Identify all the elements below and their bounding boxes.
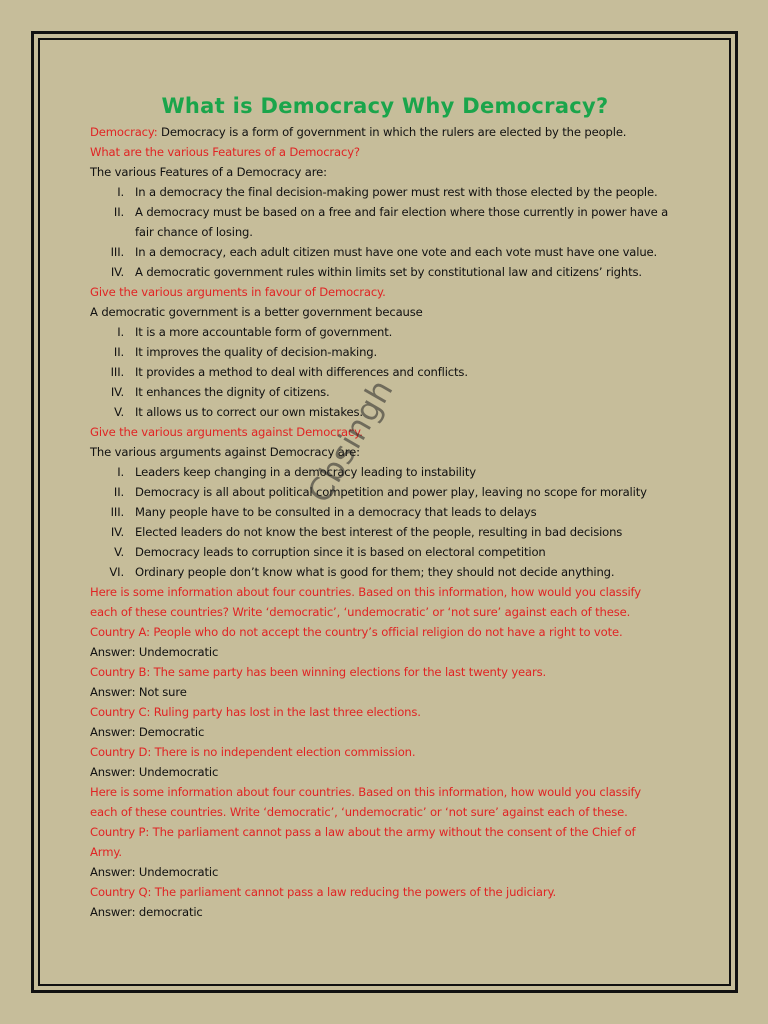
list-text: A democratic government rules within limits set by constitutional law and citizens’ rights. [135,265,642,279]
list-item [90,362,680,382]
list-item [90,322,680,342]
list-text: Elected leaders do not know the best interest of the people, resulting in bad decisions [135,525,623,539]
list-text: It enhances the dignity of citizens. [135,385,330,399]
list-number: I. [117,465,124,479]
list-text: It provides a method to deal with differences and conflicts. [135,365,468,379]
watermark-text: Cbsingh [300,372,401,509]
list-number: I. [117,325,124,339]
country-question: Army. [90,845,122,859]
list-text: A democracy must be based on a free and fair election where those currently in power have a fair chance of losing. [135,205,669,239]
list-item [90,202,680,242]
list-item [90,182,680,202]
list-number: IV. [110,525,124,539]
list-text: Ordinary people don’t know what is good for them; they should not decide anything. [135,565,615,579]
question-countries-1: Here is some information about four countries. Based on this information, how would you classify [90,585,641,599]
country-question: Country P: The parliament cannot pass a law about the army without the consent of the Chief of [90,825,636,839]
definition-text: Democracy is a form of government in which the rulers are elected by the people. [157,125,627,139]
list-number: II. [113,205,124,219]
list-text: Many people have to be consulted in a democracy that leads to delays [135,505,537,519]
list-number: III. [110,245,124,259]
country-question: Country C: Ruling party has lost in the last three elections. [90,705,421,719]
question-countries-2: each of these countries. Write ‘democratic’, ‘undemocratic’ or ‘not sure’ against each of these. [90,805,628,819]
list-number: V. [114,545,124,559]
list-number: I. [117,185,124,199]
list-text: In a democracy, each adult citizen must have one vote and each vote must have one value. [135,245,658,259]
country-question: Country Q: The parliament cannot pass a law reducing the powers of the judiciary. [90,885,557,899]
country-answer: Answer: Undemocratic [90,865,219,879]
against-intro: The various arguments against Democracy are: [90,445,360,459]
list-number: IV. [110,265,124,279]
list-text: It improves the quality of decision-making. [135,345,378,359]
document-body [90,90,680,922]
list-item [90,242,680,262]
question-countries-2: Here is some information about four countries. Based on this information, how would you classify [90,785,641,799]
list-number: II. [113,345,124,359]
list-number: II. [113,485,124,499]
list-item [90,502,680,522]
list-number: V. [114,405,124,419]
list-number: III. [110,505,124,519]
question-countries-1: each of these countries? Write ‘democratic’, ‘undemocratic’ or ‘not sure’ against each of these. [90,605,631,619]
list-item [90,522,680,542]
country-answer: Answer: Not sure [90,685,187,699]
country-answer: Answer: Undemocratic [90,645,219,659]
country-question: Country D: There is no independent election commission. [90,745,416,759]
question-features: What are the various Features of a Democracy? [90,145,360,159]
list-item [90,262,680,282]
question-favour: Give the various arguments in favour of Democracy. [90,285,386,299]
list-text: Democracy leads to corruption since it is based on electoral competition [135,545,546,559]
definition-label: Democracy: [90,125,158,139]
list-text: It allows us to correct our own mistakes. [135,405,363,419]
list-text: In a democracy the final decision-making power must rest with those elected by the people. [135,185,658,199]
list-item [90,482,680,502]
list-text: Leaders keep changing in a democracy leading to instability [135,465,476,479]
list-number: VI. [109,565,124,579]
list-text: It is a more accountable form of government. [135,325,393,339]
question-against: Give the various arguments against Democracy. [90,425,363,439]
list-item [90,562,680,582]
country-question: Country A: People who do not accept the country’s official religion do not have a right to vote. [90,625,623,639]
country-question: Country B: The same party has been winning elections for the last twenty years. [90,665,547,679]
features-intro: The various Features of a Democracy are: [90,165,327,179]
definition-line [90,122,680,142]
favour-intro: A democratic government is a better government because [90,305,423,319]
list-item [90,542,680,562]
list-number: IV. [110,385,124,399]
list-item [90,462,680,482]
list-number: III. [110,365,124,379]
list-item [90,342,680,362]
country-answer: Answer: Democratic [90,725,205,739]
country-answer: Answer: Undemocratic [90,765,219,779]
page-title: What is Democracy Why Democracy? [161,94,609,118]
list-text: Democracy is all about political competition and power play, leaving no scope for morality [135,485,647,499]
country-answer: Answer: democratic [90,905,203,919]
